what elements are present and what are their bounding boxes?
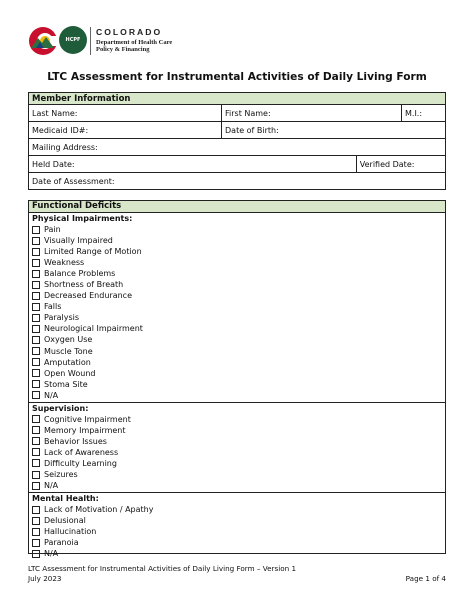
checkbox-icon[interactable] <box>32 506 40 514</box>
checkbox-icon[interactable] <box>32 336 40 344</box>
colorado-hcpf-logo <box>28 26 172 56</box>
checkbox-label: Delusional <box>44 516 86 526</box>
checkbox-label: Hallucination <box>44 527 97 537</box>
checkbox-item[interactable] <box>32 469 445 480</box>
checkbox-label: Cognitive Impairment <box>44 414 131 424</box>
checkbox-icon[interactable] <box>32 437 40 445</box>
checkbox-item[interactable] <box>32 346 445 357</box>
checkbox-icon[interactable] <box>32 448 40 456</box>
checkbox-label: Open Wound <box>44 368 96 378</box>
checkbox-label: Pain <box>44 225 61 234</box>
checkbox-item[interactable] <box>32 235 445 246</box>
last-name-field[interactable]: Last Name: <box>29 105 222 122</box>
group-title: Physical Impairments: <box>32 214 133 223</box>
functional-deficits-heading: Functional Deficits <box>29 201 445 213</box>
checkbox-icon[interactable] <box>32 248 40 256</box>
org-dept-line2: Policy & Financing <box>96 46 150 54</box>
checkbox-icon[interactable] <box>32 426 40 434</box>
org-dept-line1: Department of Health Care <box>96 38 173 46</box>
checkbox-item[interactable] <box>32 268 445 279</box>
checkbox-icon[interactable] <box>32 226 40 234</box>
checkbox-item[interactable] <box>32 414 445 425</box>
checkbox-icon[interactable] <box>32 358 40 366</box>
org-name: COLORADO <box>96 27 163 38</box>
checkbox-label: Stoma Site <box>44 379 88 389</box>
checkbox-icon[interactable] <box>32 550 40 558</box>
date-of-birth-field[interactable]: Date of Birth: <box>222 122 446 139</box>
checkbox-item[interactable] <box>32 357 445 368</box>
checkbox-icon[interactable] <box>32 292 40 300</box>
checkbox-item[interactable] <box>32 447 445 458</box>
checkbox-icon[interactable] <box>32 415 40 423</box>
checkbox-label: Weakness <box>44 258 85 268</box>
checkbox-item[interactable] <box>32 334 445 345</box>
checkbox-item[interactable] <box>32 290 445 301</box>
checkbox-icon[interactable] <box>32 270 40 278</box>
checkbox-item[interactable] <box>32 390 445 401</box>
checkbox-item[interactable] <box>32 257 445 268</box>
logo-divider <box>90 27 91 55</box>
checkbox-icon[interactable] <box>32 517 40 525</box>
functional-deficits-section <box>28 200 446 559</box>
physical-impairments-group <box>29 213 445 403</box>
medicaid-id-field[interactable]: Medicaid ID#: <box>29 122 222 139</box>
checkbox-item[interactable] <box>32 504 445 515</box>
mailing-address-field[interactable]: Mailing Address: <box>29 139 446 156</box>
checkbox-label: Visually Impaired <box>44 236 113 246</box>
hcpf-seal-icon: HCPF <box>59 26 87 54</box>
checkbox-icon[interactable] <box>32 259 40 267</box>
checkbox-item[interactable] <box>32 515 445 526</box>
checkbox-icon[interactable] <box>32 347 40 355</box>
checkbox-item[interactable] <box>32 436 445 447</box>
mental-health-group <box>29 493 445 560</box>
logo-mark <box>28 26 86 56</box>
checkbox-label: Shortness of Breath <box>44 280 124 290</box>
checkbox-item[interactable] <box>32 323 445 334</box>
checkbox-item[interactable] <box>32 379 445 390</box>
footer-date: July 2023 <box>28 574 62 583</box>
checkbox-item[interactable] <box>32 425 445 436</box>
verified-date-field[interactable]: Verified Date: <box>356 156 445 173</box>
checkbox-icon[interactable] <box>32 391 40 399</box>
group-title: Supervision: <box>32 403 89 413</box>
supervision-group <box>29 403 445 493</box>
checkbox-label: Lack of Awareness <box>44 447 119 457</box>
checkbox-icon[interactable] <box>32 303 40 311</box>
checkbox-icon[interactable] <box>32 380 40 388</box>
checkbox-label: Paranoia <box>44 538 79 548</box>
checkbox-item[interactable] <box>32 279 445 290</box>
checkbox-icon[interactable] <box>32 325 40 333</box>
checkbox-icon[interactable] <box>32 314 40 322</box>
checkbox-item[interactable] <box>32 458 445 469</box>
document-title: LTC Assessment for Instrumental Activities of Daily Living Form <box>47 71 427 83</box>
checkbox-icon[interactable] <box>32 471 40 479</box>
logo-text <box>96 28 172 54</box>
checkbox-item[interactable] <box>32 480 445 491</box>
colorado-c-icon <box>28 26 58 56</box>
checkbox-label: Muscle Tone <box>44 346 93 356</box>
checkbox-icon[interactable] <box>32 369 40 377</box>
date-of-assessment-field[interactable]: Date of Assessment: <box>29 173 446 190</box>
group-title: Mental Health: <box>32 494 99 504</box>
checkbox-label: Memory Impairment <box>44 425 126 435</box>
checkbox-label: Limited Range of Motion <box>44 247 142 257</box>
checkbox-icon[interactable] <box>32 459 40 467</box>
checkbox-icon[interactable] <box>32 528 40 536</box>
footer-document-name: LTC Assessment for Instrumental Activities of Daily Living Form – Version 1 <box>28 564 297 573</box>
checkbox-icon[interactable] <box>32 482 40 490</box>
member-information-heading: Member Information <box>29 93 446 105</box>
checkbox-label: Behavior Issues <box>44 436 107 446</box>
checkbox-label: Oxygen Use <box>44 335 93 345</box>
checkbox-label: Amputation <box>44 357 91 367</box>
checkbox-label: N/A <box>44 481 59 491</box>
checkbox-icon[interactable] <box>32 281 40 289</box>
checkbox-item[interactable] <box>32 246 445 257</box>
checkbox-item[interactable] <box>32 368 445 379</box>
checkbox-item[interactable] <box>32 224 445 235</box>
checkbox-item[interactable] <box>32 548 445 559</box>
checkbox-icon[interactable] <box>32 237 40 245</box>
checkbox-item[interactable] <box>32 526 445 537</box>
checkbox-label: Decreased Endurance <box>44 291 132 301</box>
checkbox-label: Falls <box>44 302 62 312</box>
checkbox-icon[interactable] <box>32 539 40 547</box>
checkbox-label: Neurological Impairment <box>44 324 143 334</box>
checkbox-item[interactable] <box>32 301 445 312</box>
held-date-field[interactable]: Held Date: <box>29 156 357 173</box>
checkbox-label: Balance Problems <box>44 269 116 279</box>
checkbox-label: N/A <box>44 549 59 559</box>
checkbox-label: Lack of Motivation / Apathy <box>44 505 154 515</box>
checkbox-item[interactable] <box>32 312 445 323</box>
member-information-table <box>28 92 446 190</box>
checkbox-label: N/A <box>44 390 59 400</box>
middle-initial-field[interactable]: M.I.: <box>402 105 446 122</box>
checkbox-label: Seizures <box>44 469 78 479</box>
first-name-field[interactable]: First Name: <box>222 105 402 122</box>
checkbox-label: Difficulty Learning <box>44 458 117 468</box>
footer-page-number: Page 1 of 4 <box>405 574 446 583</box>
checkbox-item[interactable] <box>32 537 445 548</box>
checkbox-label: Paralysis <box>44 313 80 323</box>
footer-left <box>28 564 296 584</box>
